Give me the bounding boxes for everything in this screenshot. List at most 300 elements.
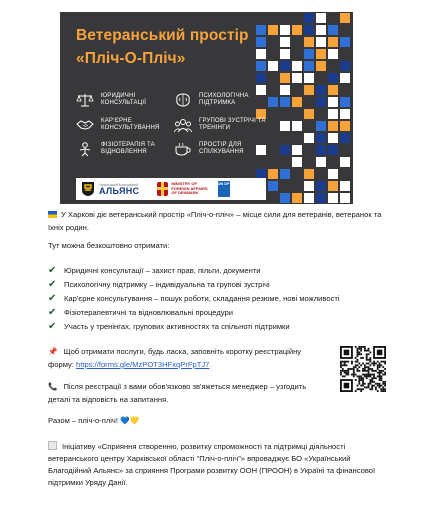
qr-module <box>347 372 349 374</box>
mosaic-tile <box>292 85 302 95</box>
qr-module <box>380 388 382 390</box>
qr-module <box>344 375 346 377</box>
qr-module <box>380 375 382 377</box>
mosaic-pattern <box>255 12 353 204</box>
mosaic-tile <box>256 13 266 23</box>
qr-module <box>377 368 379 370</box>
mosaic-tile <box>292 121 302 131</box>
qr-module <box>344 383 350 389</box>
qr-module <box>377 383 379 385</box>
mosaic-tile <box>268 61 278 71</box>
qr-module <box>362 370 364 372</box>
mosaic-tile <box>280 61 290 71</box>
qr-module <box>360 385 362 387</box>
mosaic-tile <box>340 49 350 59</box>
qr-module <box>342 375 344 377</box>
check-icon: ✔ <box>48 293 57 304</box>
checklist-item: ✔ Участь у тренінгах, групових активностях та спільноті підтримки <box>48 321 290 332</box>
qr-module <box>355 366 357 368</box>
qr-module <box>371 379 373 381</box>
mosaic-tile <box>328 109 338 119</box>
mosaic-tile <box>340 133 350 143</box>
qr-module <box>340 370 342 372</box>
mfa-logo-line2: FOREIGN AFFAIRS <box>171 185 208 191</box>
qr-module <box>380 377 382 379</box>
check-icon: ✔ <box>48 321 57 332</box>
mosaic-tile <box>292 97 302 107</box>
qr-module <box>347 374 349 376</box>
qr-module <box>357 355 359 357</box>
qr-module <box>368 374 370 376</box>
qr-module <box>362 383 364 385</box>
qr-module <box>369 352 371 354</box>
qr-module <box>369 364 371 366</box>
qr-module <box>362 381 364 383</box>
qr-module <box>364 374 366 376</box>
check-icon: ✔ <box>48 307 57 318</box>
qr-module <box>371 377 373 379</box>
qr-module <box>371 363 373 365</box>
qr-module <box>358 346 360 348</box>
mosaic-tile <box>316 145 326 155</box>
mosaic-tile <box>280 37 290 47</box>
mosaic-tile <box>340 97 350 107</box>
checklist-item: ✔ Юридичні консультації – захист прав, пільги, документи <box>48 265 261 276</box>
mosaic-tile <box>340 145 350 155</box>
qr-module <box>384 388 386 390</box>
mosaic-tile <box>340 193 350 203</box>
mosaic-tile <box>328 133 338 143</box>
qr-module <box>360 388 362 390</box>
alliance-logo-caption: Український Благодійний <box>99 182 139 187</box>
qr-module <box>362 377 364 379</box>
qr-module <box>364 350 366 352</box>
qr-module <box>362 346 364 348</box>
qr-module <box>382 381 384 383</box>
qr-module <box>371 368 373 370</box>
therapy-icon <box>76 141 94 157</box>
qr-module <box>371 386 373 388</box>
mosaic-tile <box>304 97 314 107</box>
mosaic-tile <box>280 73 290 83</box>
qr-module <box>355 374 357 376</box>
qr-module <box>373 374 375 376</box>
qr-module <box>360 353 362 355</box>
qr-module <box>364 366 366 368</box>
qr-module <box>364 386 366 388</box>
mosaic-tile <box>304 49 314 59</box>
qr-module <box>360 364 362 366</box>
mosaic-tile <box>328 181 338 191</box>
qr-module <box>353 372 355 374</box>
qr-module <box>360 350 362 352</box>
brain-icon <box>174 92 192 108</box>
mosaic-tile <box>304 157 314 167</box>
mosaic-tile <box>340 25 350 35</box>
mosaic-tile <box>292 193 302 203</box>
footnote-paragraph: Ініціативу «Сприяння створенню, розвитку спроможності та підтримці діяльності ветеранського центру Харківської області “Пліч-о-пліч”» впроваджує БО «Український Благодійний Альянс» за сприяння Програми розвитку ООН (ПРООН) в Україні та фінансової підтримки Уряду Данії. <box>48 442 376 487</box>
qr-module <box>366 355 368 357</box>
qr-module <box>375 377 377 379</box>
qr-module <box>364 346 366 348</box>
qr-module <box>351 361 353 363</box>
mosaic-tile <box>280 157 290 167</box>
qr-module <box>357 375 359 377</box>
qr-module <box>355 357 357 359</box>
mosaic-tile <box>256 49 266 59</box>
qr-module <box>360 379 362 381</box>
qr-module <box>382 361 384 363</box>
qr-module <box>380 372 382 374</box>
qr-module <box>355 364 357 366</box>
qr-module <box>375 370 377 372</box>
mosaic-tile <box>328 73 338 83</box>
qr-module <box>384 363 386 365</box>
qr-module <box>366 359 368 361</box>
qr-module <box>358 363 360 365</box>
qr-module <box>379 372 381 374</box>
qr-module <box>366 363 368 365</box>
qr-module <box>344 364 346 366</box>
qr-module <box>371 370 373 372</box>
qr-module <box>358 377 360 379</box>
mfa-logo-line3: OF DENMARK <box>171 190 199 196</box>
qr-module <box>373 364 375 366</box>
qr-module <box>342 361 344 363</box>
qr-module <box>364 370 366 372</box>
qr-module <box>353 374 355 376</box>
qr-module <box>358 379 360 381</box>
mosaic-tile <box>316 97 326 107</box>
mosaic-tile <box>316 37 326 47</box>
service-communication: ПРОСТІР ДЛЯ СПІЛКУВАННЯ <box>174 141 279 157</box>
mosaic-tile <box>292 49 302 59</box>
mosaic-tile <box>280 121 290 131</box>
mosaic-tile <box>316 193 326 203</box>
qr-code <box>340 346 386 392</box>
mosaic-tile <box>340 13 350 23</box>
qr-module <box>355 361 357 363</box>
mosaic-tile <box>280 193 290 203</box>
mosaic-tile <box>280 49 290 59</box>
qr-module <box>371 388 373 390</box>
qr-module <box>346 374 348 376</box>
qr-module <box>340 361 342 363</box>
service-psychological: ПСИХОЛОГІЧНА ПІДТРИМКА <box>174 92 279 108</box>
service-groups: ГРУПОВІ ЗУСТРІЧІ ТА ТРЕНІНГИ <box>174 117 279 133</box>
qr-module <box>362 379 364 381</box>
qr-module <box>353 375 355 377</box>
coffee-cup-icon <box>174 141 192 157</box>
group-icon <box>174 117 192 133</box>
free-services-heading: Тут можна безкоштовно отримати: <box>48 241 170 250</box>
qr-module <box>369 368 371 370</box>
pushpin-icon: 📌 <box>48 347 58 356</box>
mosaic-tile <box>304 145 314 155</box>
mosaic-tile <box>280 25 290 35</box>
mosaic-tile <box>340 169 350 179</box>
qr-module <box>353 366 355 368</box>
qr-module <box>364 364 366 366</box>
qr-module <box>373 381 375 383</box>
qr-module <box>355 390 357 392</box>
qr-module <box>382 366 384 368</box>
qr-module <box>362 357 364 359</box>
undp-logo: UN DP <box>218 181 230 197</box>
mosaic-tile <box>280 97 290 107</box>
qr-module <box>362 388 364 390</box>
qr-module <box>366 366 368 368</box>
qr-module <box>375 388 377 390</box>
qr-module <box>380 390 382 392</box>
qr-module <box>360 357 362 359</box>
qr-module <box>366 377 368 379</box>
qr-module <box>357 388 359 390</box>
qr-module <box>364 383 366 385</box>
qr-module <box>357 385 359 387</box>
qr-module <box>366 353 368 355</box>
mosaic-tile <box>256 25 266 35</box>
qr-module <box>379 363 381 365</box>
mosaic-tile <box>328 37 338 47</box>
qr-module <box>346 370 348 372</box>
qr-module <box>340 372 342 374</box>
qr-module <box>346 361 348 363</box>
qr-module <box>377 361 379 363</box>
qr-module <box>347 361 349 363</box>
qr-module <box>369 379 371 381</box>
mosaic-tile <box>256 73 266 83</box>
mosaic-tile <box>304 193 314 203</box>
qr-module <box>379 386 381 388</box>
qr-module <box>379 375 381 377</box>
qr-module <box>344 361 346 363</box>
service-legal: ЮРИДИЧНІ КОНСУЛЬТАЦІЇ <box>76 92 181 108</box>
qr-module <box>379 383 381 385</box>
registration-paragraph: 📌 Щоб отримати послуги, будь ласка, заповніть коротку реєстраційну форму: https://forms.gle/MzPOT3HFxqPrFpTJ7 <box>48 347 302 369</box>
qr-module <box>368 383 370 385</box>
qr-module <box>368 375 370 377</box>
banner-title-line1: Ветеранський простір <box>76 27 249 44</box>
qr-module <box>375 363 377 365</box>
partner-logos <box>76 178 266 200</box>
mosaic-tile <box>316 169 326 179</box>
mosaic-tile <box>316 109 326 119</box>
mosaic-tile <box>340 121 350 131</box>
alliance-shield-logo <box>81 181 95 197</box>
qr-module <box>362 385 364 387</box>
qr-module <box>369 357 371 359</box>
qr-module <box>382 374 384 376</box>
qr-module <box>340 374 342 376</box>
qr-module <box>346 364 348 366</box>
intro-paragraph: У Харкові діє ветеранський простір «Пліч-о-пліч» – місце сили для ветеранів, ветеранок та їхніх родин. <box>48 210 382 232</box>
mosaic-tile <box>328 49 338 59</box>
mosaic-tile <box>304 73 314 83</box>
qr-module <box>355 379 357 381</box>
mosaic-tile <box>304 13 314 23</box>
mosaic-tile <box>280 85 290 95</box>
qr-module <box>368 370 370 372</box>
qr-module <box>344 372 346 374</box>
mosaic-tile <box>328 85 338 95</box>
qr-module <box>362 363 364 365</box>
mosaic-tile <box>268 181 278 191</box>
qr-module <box>368 359 370 361</box>
qr-module <box>377 364 379 366</box>
mosaic-tile <box>316 121 326 131</box>
checklist-item: ✔ Кар'єрне консультування – пошук роботи, складання резюме, нові можливості <box>48 293 340 304</box>
qr-module <box>377 372 379 374</box>
qr-module <box>353 370 355 372</box>
qr-module <box>357 350 359 352</box>
mosaic-tile <box>316 157 326 167</box>
banner-title <box>76 24 249 70</box>
mosaic-tile <box>268 169 278 179</box>
qr-module <box>358 348 360 350</box>
mosaic-tile <box>328 97 338 107</box>
qr-module <box>362 368 364 370</box>
qr-module <box>382 390 384 392</box>
qr-module <box>360 377 362 379</box>
qr-module <box>344 363 346 365</box>
mosaic-tile <box>316 73 326 83</box>
qr-module <box>342 364 344 366</box>
qr-module <box>368 386 370 388</box>
qr-module <box>366 386 368 388</box>
qr-module <box>380 364 382 366</box>
mosaic-tile <box>304 37 314 47</box>
banner-title-line2: «Пліч-О-Пліч» <box>76 50 186 67</box>
qr-module <box>369 374 371 376</box>
mosaic-tile <box>292 169 302 179</box>
qr-module <box>342 368 344 370</box>
qr-module <box>360 348 362 350</box>
qr-module <box>364 375 366 377</box>
mosaic-tile <box>292 13 302 23</box>
checklist-item: ✔ Психологічну підтримку – індивідуальна та групові зустрічі <box>48 279 270 290</box>
mosaic-tile <box>328 13 338 23</box>
qr-module <box>357 370 359 372</box>
mosaic-tile <box>340 157 350 167</box>
qr-module <box>351 374 353 376</box>
qr-module <box>353 368 355 370</box>
qr-module <box>351 368 353 370</box>
qr-module <box>366 357 368 359</box>
mosaic-tile <box>292 181 302 191</box>
qr-module <box>368 366 370 368</box>
mosaic-tile <box>280 145 290 155</box>
qr-module <box>373 363 375 365</box>
registration-form-link[interactable]: https://forms.gle/MzPOT3HFxqPrFpTJ7 <box>76 360 210 369</box>
qr-module <box>351 363 353 365</box>
mosaic-tile <box>316 85 326 95</box>
qr-module <box>373 385 375 387</box>
qr-module <box>369 375 371 377</box>
mosaic-tile <box>292 109 302 119</box>
contact-paragraph: 📞 Після реєстрації з вами обов'язково зв'яжеться менеджер – узгодить деталі та відповість на запитання. <box>48 382 307 404</box>
mosaic-tile <box>268 73 278 83</box>
qr-module <box>384 385 386 387</box>
qr-module <box>379 364 381 366</box>
mosaic-tile <box>304 181 314 191</box>
qr-module <box>368 368 370 370</box>
qr-module <box>384 372 386 374</box>
check-icon: ✔ <box>48 279 57 290</box>
qr-module <box>368 363 370 365</box>
qr-module <box>373 370 375 372</box>
qr-module <box>380 370 382 372</box>
qr-module <box>358 388 360 390</box>
mosaic-tile <box>292 133 302 143</box>
qr-module <box>357 348 359 350</box>
qr-module <box>373 375 375 377</box>
mosaic-tile <box>328 25 338 35</box>
qr-module <box>344 370 346 372</box>
qr-module <box>379 385 381 387</box>
qr-module <box>384 368 386 370</box>
mosaic-tile <box>304 109 314 119</box>
qr-module <box>366 375 368 377</box>
mosaic-tile <box>292 73 302 83</box>
qr-module <box>340 364 342 366</box>
qr-module <box>380 385 382 387</box>
qr-module <box>375 386 377 388</box>
qr-module <box>380 379 382 381</box>
mosaic-tile <box>340 109 350 119</box>
qr-module <box>366 374 368 376</box>
qr-module <box>366 370 368 372</box>
qr-module <box>368 385 370 387</box>
qr-module <box>355 346 357 348</box>
alliance-logo-text: АЛЬЯНС <box>99 185 140 196</box>
qr-module <box>369 383 371 385</box>
qr-module <box>384 374 386 376</box>
mosaic-tile <box>304 61 314 71</box>
qr-module <box>382 383 384 385</box>
qr-module <box>357 361 359 363</box>
mosaic-tile <box>328 157 338 167</box>
handshake-icon <box>76 117 94 133</box>
mosaic-tile <box>292 25 302 35</box>
qr-module <box>384 381 386 383</box>
mosaic-tile <box>316 133 326 143</box>
qr-module <box>369 388 371 390</box>
mosaic-tile <box>328 193 338 203</box>
qr-module <box>358 383 360 385</box>
qr-module <box>377 375 379 377</box>
mosaic-tile <box>328 145 338 155</box>
checkbox-icon <box>48 441 57 450</box>
qr-module <box>357 359 359 361</box>
qr-module <box>364 368 366 370</box>
qr-module <box>340 366 342 368</box>
qr-module <box>349 368 351 370</box>
mosaic-tile <box>328 169 338 179</box>
qr-module <box>373 377 375 379</box>
qr-module <box>377 366 379 368</box>
qr-module <box>379 377 381 379</box>
denmark-emblem <box>157 182 168 196</box>
mosaic-tile <box>340 181 350 191</box>
qr-module <box>373 361 375 363</box>
mosaic-tile <box>256 37 266 47</box>
qr-module <box>379 370 381 372</box>
qr-module <box>369 361 371 363</box>
mosaic-tile <box>256 61 266 71</box>
service-career: КАР'ЄРНЕ КОНСУЛЬТУВАННЯ <box>76 117 181 133</box>
qr-module <box>342 370 344 372</box>
